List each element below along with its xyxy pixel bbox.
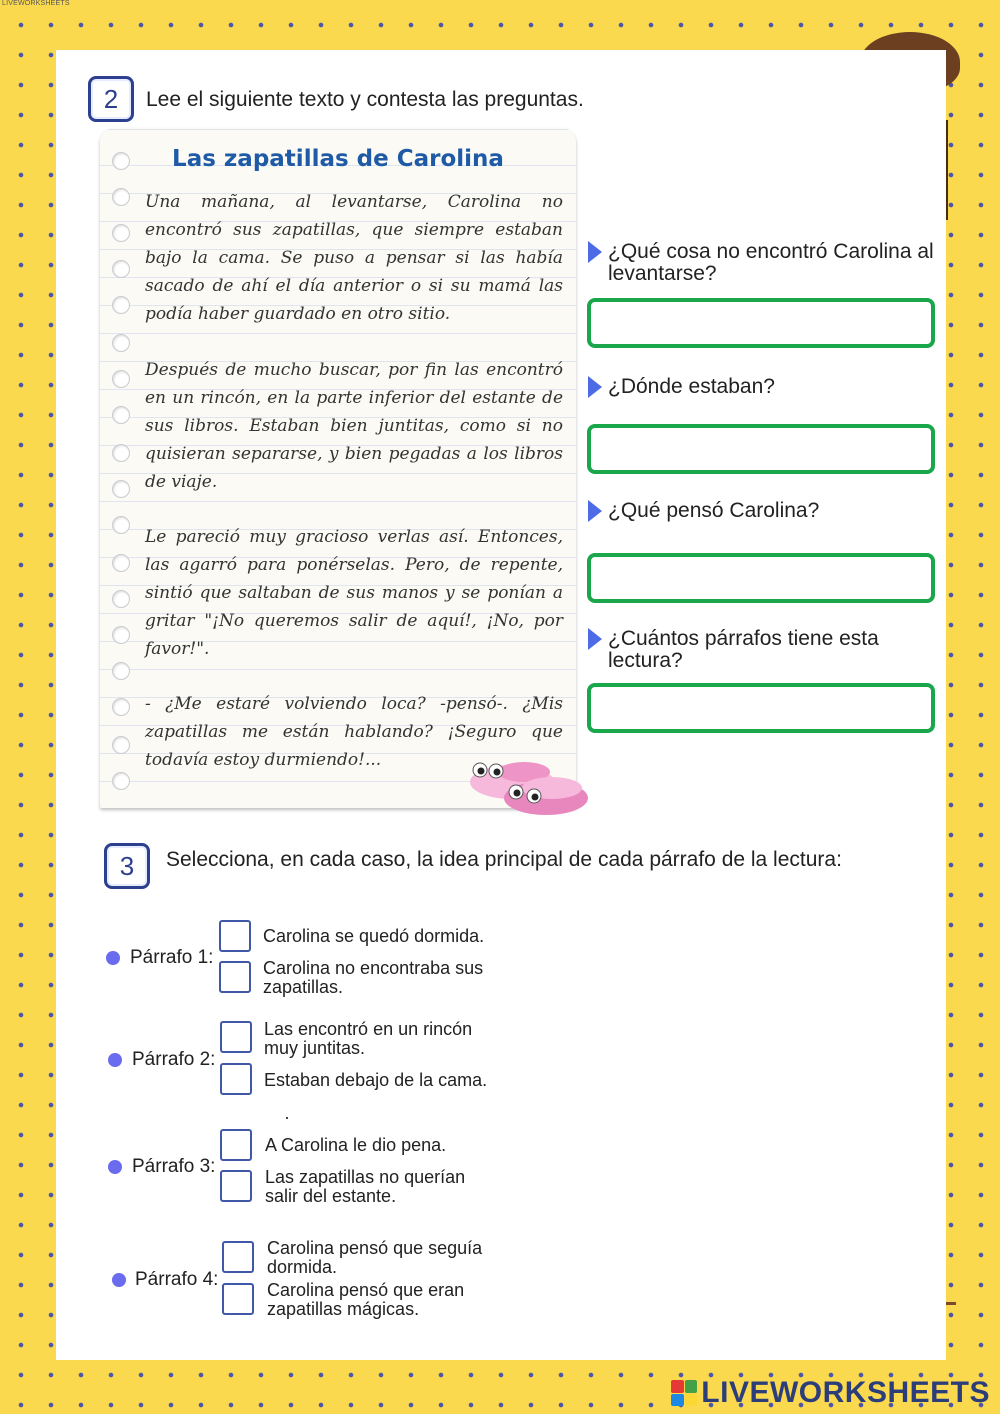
story-paragraph-4: - ¿Me estaré volviendo loca? -pensó-. ¿Mis zapatillas me están hablando? ¡Seguro que todavía estoy durmiendo!...	[145, 694, 563, 770]
question-4: ¿Cuántos párrafos tiene esta lectura?	[608, 627, 879, 672]
question-2: ¿Dónde estaban?	[608, 375, 775, 398]
binder-ring	[112, 626, 130, 644]
option-p4-2: Carolina pensó que eran zapatillas mágicas.	[267, 1280, 465, 1319]
option-p2-1: Las encontró en un rincón muy juntitas.	[264, 1019, 473, 1058]
section-3-instruction: Selecciona, en cada caso, la idea principal de cada párrafo de la lectura:	[166, 848, 842, 871]
brand-footer	[671, 1378, 990, 1408]
section-number-2: 2	[88, 76, 134, 122]
story-paragraph-1: Una mañana, al levantarse, Carolina no encontró sus zapatillas, que siempre estaban bajo la cama. Se puso a pensar si las había sacado de ahí el día anterior o si su mamá las podía haber guardado en otro sitio.	[145, 192, 563, 324]
checkbox-p1-option-1[interactable]	[219, 920, 251, 952]
slippers-illustration	[466, 754, 590, 820]
answer-box-1[interactable]	[587, 298, 935, 348]
section-number-3: 3	[104, 843, 150, 889]
binder-ring	[112, 516, 130, 534]
paragraph-4-label: Párrafo 4:	[135, 1269, 219, 1290]
paragraph-3-label: Párrafo 3:	[132, 1156, 216, 1177]
bullet-icon	[108, 1160, 122, 1174]
binder-ring	[112, 296, 130, 314]
bullet-icon	[108, 1053, 122, 1067]
brand-logo-icon	[671, 1380, 697, 1406]
binder-ring	[112, 736, 130, 754]
binder-ring	[112, 260, 130, 278]
logo-square	[671, 1380, 684, 1393]
checkbox-p1-option-2[interactable]	[219, 961, 251, 993]
question-3: ¿Qué pensó Carolina?	[608, 499, 820, 522]
bullet-icon	[106, 951, 120, 965]
binder-ring	[112, 334, 130, 352]
bullet-icon	[112, 1273, 126, 1287]
story-paragraph-2: Después de mucho buscar, por fin las encontró en un rincón, en la parte inferior del estante de sus libros. Estaban bien juntitas, como si no quisieran separarse, y bien pegadas a los libros de viaje.	[145, 360, 563, 492]
option-p3-1: A Carolina le dio pena.	[265, 1135, 447, 1155]
answer-box-4[interactable]	[587, 683, 935, 733]
binder-ring	[112, 444, 130, 462]
binder-ring	[112, 406, 130, 424]
answer-box-2[interactable]	[587, 424, 935, 474]
binder-ring	[112, 480, 130, 498]
question-arrow-icon	[588, 241, 602, 263]
binder-ring	[112, 554, 130, 572]
option-p2-2: Estaban debajo de la cama.	[264, 1070, 488, 1090]
brand-name: LIVEWORKSHEETS	[701, 1376, 990, 1409]
watermark-tag: LIVEWORKSHEETS	[2, 0, 70, 7]
option-p3-2: Las zapatillas no querían salir del estante.	[265, 1167, 466, 1206]
checkbox-p4-option-2[interactable]	[222, 1283, 254, 1315]
binder-ring	[112, 772, 130, 790]
story-title: Las zapatillas de Carolina	[172, 146, 504, 172]
paragraph-2-label: Párrafo 2:	[132, 1049, 216, 1070]
paragraph-1-label: Párrafo 1:	[130, 947, 214, 968]
option-p4-1: Carolina pensó que seguía dormida.	[267, 1238, 483, 1277]
logo-square	[671, 1394, 684, 1407]
question-1: ¿Qué cosa no encontró Carolina al levantarse?	[608, 240, 934, 285]
binder-ring	[112, 698, 130, 716]
section-2-instruction: Lee el siguiente texto y contesta las preguntas.	[146, 88, 584, 111]
binder-ring	[112, 370, 130, 388]
logo-square	[685, 1380, 698, 1393]
question-arrow-icon	[588, 376, 602, 398]
binder-ring	[112, 188, 130, 206]
binder-ring	[112, 590, 130, 608]
binder-ring	[112, 662, 130, 680]
checkbox-p2-option-1[interactable]	[220, 1021, 252, 1053]
checkbox-p2-option-2[interactable]	[220, 1063, 252, 1095]
checkbox-p3-option-2[interactable]	[220, 1170, 252, 1202]
logo-square	[685, 1394, 698, 1407]
checkbox-p4-option-1[interactable]	[222, 1241, 254, 1273]
binder-ring	[112, 224, 130, 242]
checkbox-p3-option-1[interactable]	[220, 1129, 252, 1161]
answer-box-3[interactable]	[587, 553, 935, 603]
story-paragraph-3: Le pareció muy gracioso verlas así. Entonces, las agarró para ponérselas. Pero, de repente, sintió que saltaban de sus manos y se ponían a gritar "¡No queremos salir de aquí!, ¡No, por favor!".	[145, 527, 563, 659]
story-note-paper	[100, 128, 576, 808]
option-p1-1: Carolina se quedó dormida.	[263, 926, 485, 946]
option-p1-2: Carolina no encontraba sus zapatillas.	[263, 958, 484, 997]
question-arrow-icon	[588, 628, 602, 650]
question-arrow-icon	[588, 500, 602, 522]
stray-mark	[286, 1117, 288, 1119]
